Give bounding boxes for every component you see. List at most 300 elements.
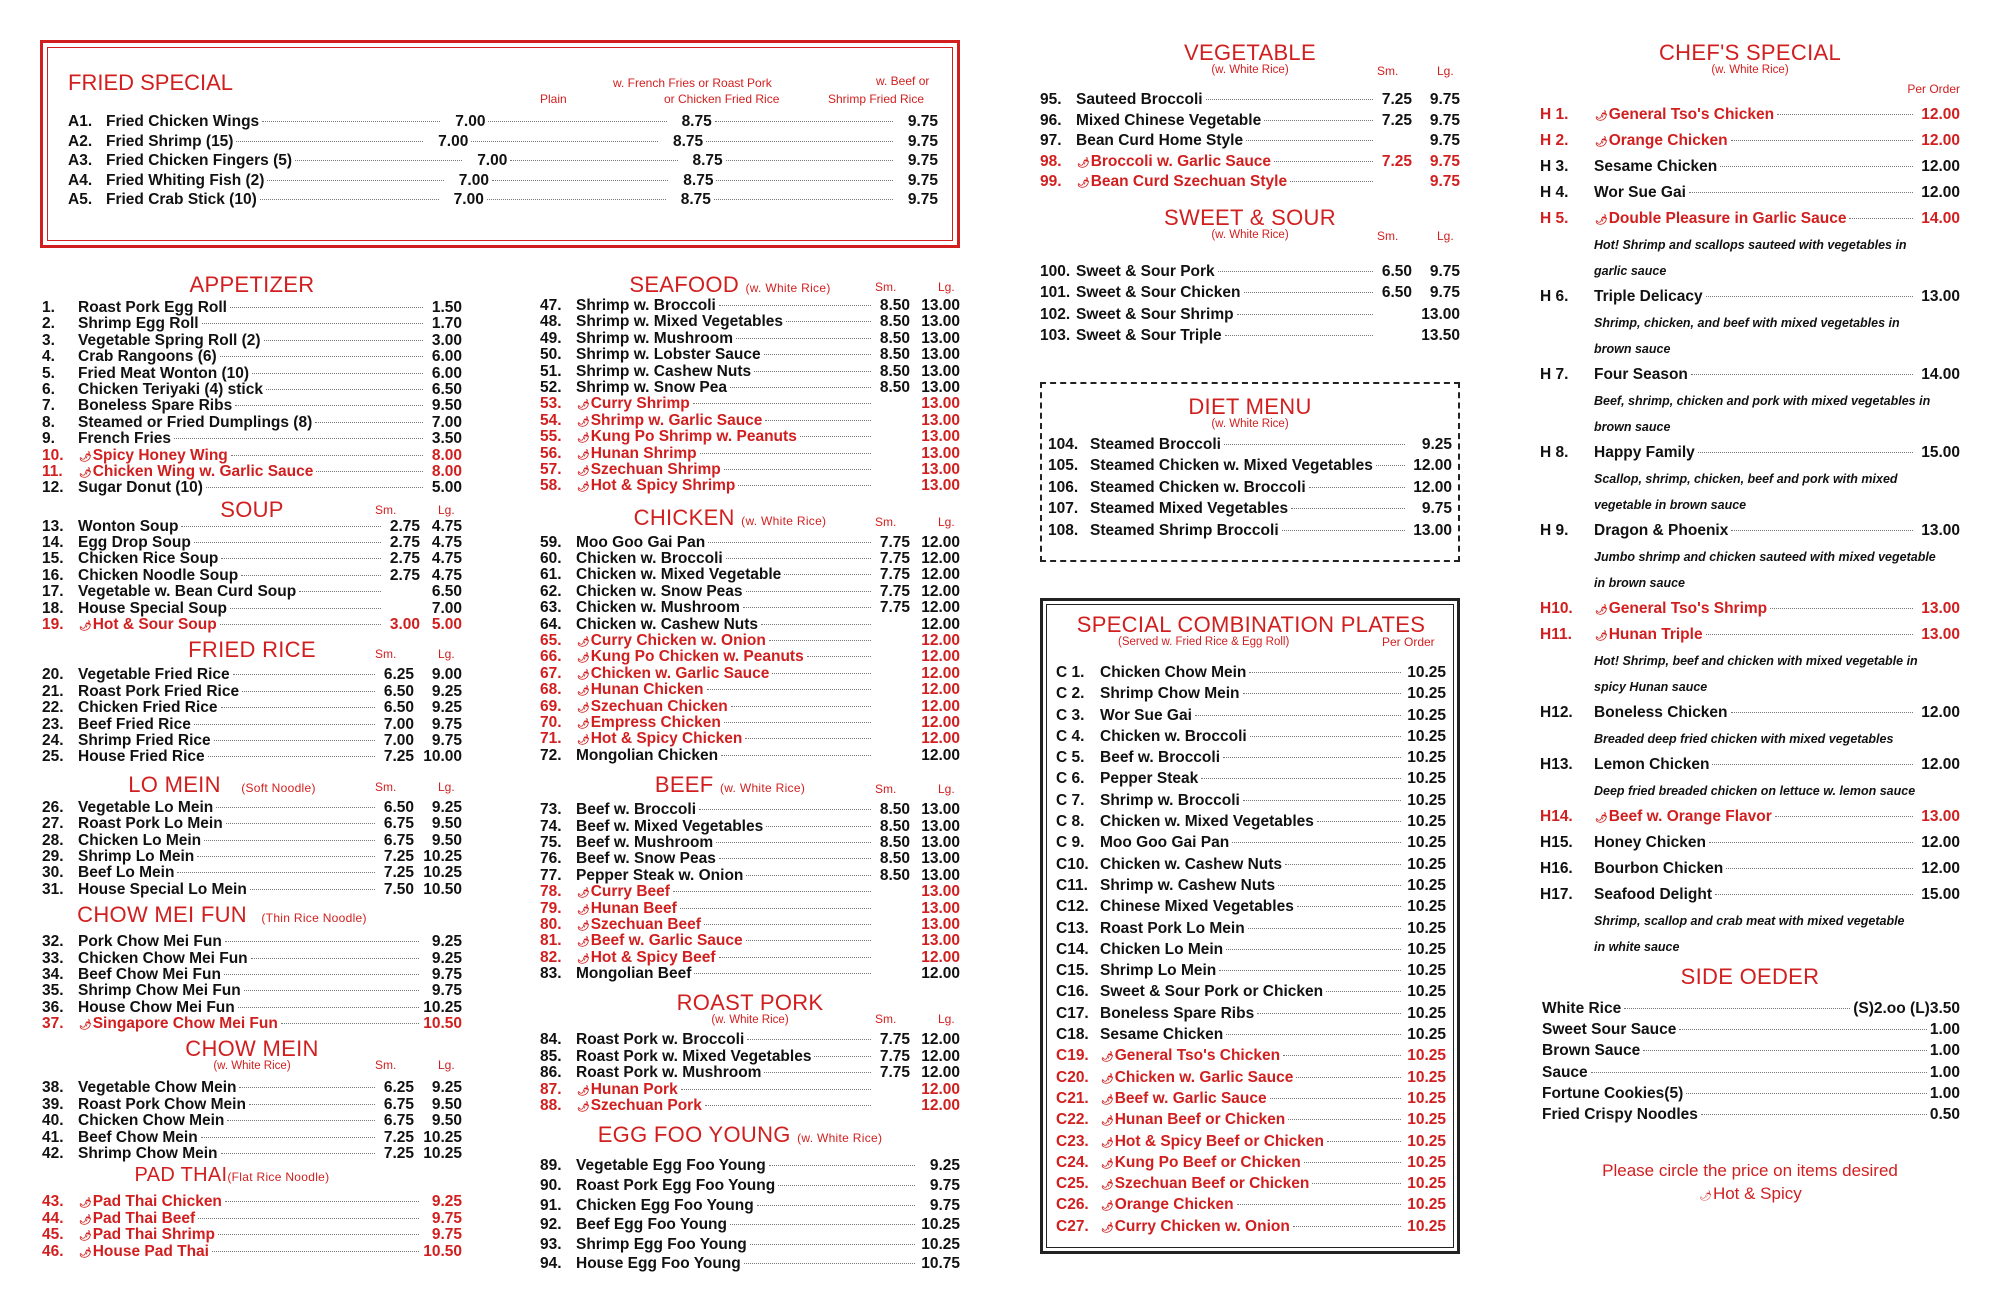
menu-item [1540, 284, 1960, 310]
menu-item [42, 464, 462, 480]
dot-leader [704, 924, 871, 925]
item-number: H 5. [1540, 210, 1569, 227]
item-number: 66. [540, 648, 562, 666]
dot-leader [194, 542, 381, 543]
item-number: H 2. [1540, 132, 1569, 149]
item-number: 68. [540, 681, 562, 699]
chili-icon: 🌶︎ [1101, 1116, 1114, 1128]
item-name: Shrimp Lo Mein [78, 847, 195, 865]
item-number: 90. [540, 1177, 562, 1194]
item-name: Shrimp w. Broccoli [576, 297, 716, 314]
menu-item [42, 865, 462, 881]
item-number: 95. [1040, 91, 1062, 108]
item-name: Chinese Mixed Vegetables [1100, 898, 1294, 916]
dot-leader [1243, 693, 1402, 694]
item-number: C 7. [1056, 791, 1085, 809]
item-number: C20. [1056, 1068, 1089, 1086]
menu-item [1056, 1152, 1446, 1173]
item-number: 41. [42, 1128, 64, 1146]
footer-note [1540, 1159, 1960, 1208]
menu-item [42, 415, 462, 431]
item-price: 8.50 [879, 801, 910, 819]
item-price: 8.50 [879, 833, 910, 851]
sweet-sour-note: (w. White Rice) [1211, 228, 1289, 241]
beef-title-text: BEEF [654, 772, 714, 798]
item-number: 27. [42, 815, 64, 833]
item-name: Beef w. Garlic Sauce [1114, 1089, 1267, 1107]
item-number: 97. [1040, 132, 1062, 150]
item-name: Vegetable Egg Foo Young [576, 1157, 766, 1175]
menu-item [42, 349, 462, 365]
item-number: 31. [42, 880, 64, 898]
item-price: 12.00 [921, 582, 960, 600]
dot-leader [814, 1056, 871, 1057]
menu-item [1056, 1216, 1446, 1237]
item-price: 13.00 [921, 460, 960, 478]
item-name: Shrimp w. Cashew Nuts [576, 362, 752, 380]
soup-title: SOUP [220, 496, 284, 522]
item-number: 29. [42, 847, 64, 865]
item-price: 10.25 [1407, 1026, 1446, 1044]
dot-leader [226, 823, 375, 824]
item-number: C11. [1056, 876, 1088, 894]
menu-item [42, 316, 462, 332]
item-price: 3.50 [431, 430, 462, 448]
chili-icon: 🌶︎ [79, 451, 92, 463]
column-3 [1040, 40, 1460, 347]
item-price: 10.25 [423, 1145, 462, 1163]
menu-item [540, 429, 960, 445]
item-price: 12.00 [921, 632, 960, 650]
item-description [1540, 310, 1960, 362]
seafood-note: (w. White Rice) [745, 281, 831, 295]
item-number: 47. [540, 297, 562, 314]
item-price: 7.75 [879, 599, 910, 617]
item-price: 4.75 [431, 550, 462, 568]
dot-leader [721, 755, 871, 756]
chili-icon: 🌶︎ [79, 467, 92, 479]
menu-item [42, 1000, 462, 1016]
item-price: 13.00 [921, 329, 960, 347]
chili-icon: 🌶︎ [577, 449, 590, 461]
item-name: Beef Chow Mei Fun [78, 965, 221, 983]
item-number: C12. [1056, 898, 1089, 916]
menu-item [540, 567, 960, 583]
item-price: 9.75 [1429, 284, 1460, 302]
dot-leader [227, 1120, 375, 1121]
col-plain: Plain [540, 92, 567, 106]
item-number: 88. [540, 1097, 562, 1115]
dot-leader [197, 856, 375, 857]
item-name: Chicken Chow Mei Fun [78, 949, 248, 967]
item-number: H 7. [1540, 366, 1569, 383]
item-price: 13.00 [921, 378, 960, 396]
item-name: Roast Pork w. Mushroom [576, 1064, 762, 1082]
item-number: 91. [540, 1196, 562, 1214]
dot-leader [778, 1185, 915, 1186]
item-name: Steamed or Fried Dumplings (8) [78, 413, 313, 431]
menu-item [540, 396, 960, 412]
description-line: Scallop, shrimp, chicken, beef and pork with mixed [1594, 472, 1898, 486]
chili-icon: 🌶︎ [577, 735, 590, 747]
item-price: 8.50 [879, 850, 910, 868]
dot-leader [1226, 949, 1401, 950]
dot-leader [1312, 1183, 1401, 1184]
item-number: 11. [42, 462, 63, 480]
dot-leader [724, 469, 871, 470]
chili-icon: 🌶︎ [577, 400, 590, 412]
item-price: 10.25 [1407, 834, 1446, 852]
item-price: 3.00 [389, 616, 420, 634]
item-price: 9.75 [907, 191, 938, 209]
item-price: 10.50 [423, 1015, 462, 1033]
item-price: 9.75 [907, 113, 939, 130]
item-number: 18. [42, 599, 64, 617]
dot-leader [1219, 970, 1401, 971]
item-price: 14.00 [1921, 210, 1960, 227]
dot-leader [1246, 140, 1373, 141]
chow-mei-fun-title-text: CHOW MEI FUN [77, 902, 247, 928]
item-price: 10.25 [1407, 791, 1446, 809]
item-name: Szechuan Pork [590, 1097, 702, 1115]
item-number: 62. [540, 582, 562, 600]
item-price: 10.25 [423, 998, 462, 1016]
dot-leader [1250, 736, 1401, 737]
item-name: Chicken Teriyaki (4) stick [78, 380, 263, 398]
lo-mein-sm: Sm. [375, 779, 397, 794]
dot-leader [1218, 271, 1373, 272]
item-name: Sweet & Sour Triple [1076, 327, 1222, 345]
menu-item [1056, 1045, 1446, 1066]
menu-item [540, 364, 960, 380]
item-name: Boneless Spare Ribs [1100, 1004, 1255, 1022]
chow-mein-note: (w. White Rice) [213, 1060, 291, 1073]
dot-leader [244, 990, 419, 991]
item-name: Steamed Chicken w. Broccoli [1090, 478, 1306, 496]
dot-leader [1278, 885, 1401, 886]
item-price: 12.00 [921, 1080, 960, 1098]
menu-item [540, 731, 960, 747]
menu-item [1056, 768, 1446, 789]
menu-item [42, 535, 462, 551]
dot-leader [238, 1007, 419, 1008]
item-name: Sweet & Sour Pork or Chicken [1100, 983, 1324, 1001]
item-price: 10.25 [1407, 1068, 1446, 1086]
dot-leader [1317, 821, 1401, 822]
item-price: 7.25 [1381, 91, 1412, 108]
item-name: Vegetable Lo Mein [78, 798, 214, 816]
item-price: 12.00 [921, 1047, 960, 1065]
dot-leader [204, 840, 375, 841]
item-number: 63. [540, 599, 562, 617]
dot-leader [719, 305, 871, 306]
item-name: Chicken w. Broccoli [1100, 727, 1247, 745]
menu-item [42, 951, 462, 967]
item-name: Chicken w. Mixed Vegetables [1100, 813, 1314, 831]
item-number: 69. [540, 697, 562, 715]
diet-menu-section [1048, 394, 1452, 541]
item-number: 51. [540, 362, 562, 380]
item-number: 57. [540, 460, 562, 478]
item-name: Mixed Chinese Vegetable [1076, 111, 1262, 129]
dot-leader [1643, 1050, 1927, 1051]
menu-item [1540, 622, 1960, 648]
beef-lg: Lg. [938, 782, 955, 797]
menu-item [1056, 1088, 1446, 1109]
item-price: 8.50 [879, 817, 910, 835]
menu-item [540, 331, 960, 347]
efy-title-text: EGG FOO YOUNG [597, 1122, 791, 1148]
item-name: Mongolian Beef [576, 965, 692, 983]
item-name: Orange Chicken [1608, 132, 1728, 149]
item-name: Fried Chicken Fingers (5) [106, 152, 293, 170]
item-number: 35. [42, 982, 64, 1000]
item-price: 13.00 [1921, 288, 1960, 305]
menu-item [540, 347, 960, 363]
item-number: 2. [42, 315, 55, 333]
menu-item [540, 1049, 960, 1065]
menu-item [1540, 518, 1960, 544]
menu-item [540, 901, 960, 917]
item-number: C23. [1056, 1132, 1089, 1150]
menu-item [540, 884, 960, 900]
menu-item [1542, 1062, 1960, 1083]
item-name: Wonton Soup [78, 517, 179, 535]
item-name: French Fries [78, 430, 172, 448]
dot-leader [208, 756, 375, 757]
menu-item [540, 551, 960, 567]
item-number: C15. [1056, 962, 1089, 980]
item-number: C 3. [1056, 706, 1085, 724]
item-price: 6.50 [1381, 262, 1412, 280]
chili-icon: 🌶︎ [577, 433, 590, 445]
description-line: Shrimp, scallop and crab meat with mixed vegetable [1594, 914, 1905, 928]
item-name: Roast Pork Lo Mein [78, 815, 223, 833]
item-price: 13.00 [1921, 522, 1960, 539]
item-price: 8.75 [683, 171, 714, 189]
dot-leader [1249, 672, 1401, 673]
item-number: 13. [42, 517, 64, 535]
item-price: 8.50 [879, 346, 910, 364]
chili-icon: 🌶︎ [1595, 137, 1608, 148]
item-price: 3.00 [431, 331, 462, 349]
item-name: Wor Sue Gai [1100, 706, 1192, 724]
item-number: 36. [42, 998, 64, 1016]
dot-leader [807, 656, 871, 657]
item-price: 8.75 [681, 113, 712, 130]
chili-icon: 🌶︎ [577, 686, 590, 698]
item-name: Honey Chicken [1594, 834, 1706, 851]
menu-item [1540, 362, 1960, 388]
item-price: 6.75 [383, 831, 414, 849]
dot-leader [1195, 715, 1401, 716]
menu-item [42, 967, 462, 983]
item-price: 9.75 [907, 132, 938, 150]
pad-thai-title [42, 1164, 462, 1187]
col-fries-a: w. French Fries or Roast Pork [613, 76, 772, 90]
item-name: Shrimp Chow Mein [78, 1145, 218, 1163]
menu-item [42, 1113, 462, 1129]
item-price: 9.50 [431, 397, 462, 415]
dot-leader [231, 455, 423, 456]
chili-icon: 🌶︎ [1077, 157, 1090, 169]
item-price: 10.25 [1407, 685, 1446, 703]
item-number: 22. [42, 699, 64, 717]
menu-item [1040, 131, 1460, 152]
item-price: 7.00 [453, 191, 484, 209]
col-fries-b: or Chicken Fried Rice [664, 92, 780, 106]
menu-item [68, 190, 938, 210]
menu-item [540, 1254, 960, 1274]
item-number: 15. [42, 550, 64, 568]
item-number: C26. [1056, 1196, 1089, 1214]
menu-item [42, 816, 462, 832]
lo-mein-lg: Lg. [438, 779, 455, 794]
item-price: 7.75 [879, 582, 910, 600]
item-number: H13. [1540, 756, 1573, 773]
item-description [1540, 388, 1960, 440]
item-price: 9.75 [1429, 132, 1460, 150]
soup-sm: Sm. [375, 502, 397, 517]
item-price: 12.00 [921, 1097, 960, 1115]
item-name: Pepper Steak [1100, 770, 1199, 788]
item-number: 53. [540, 395, 562, 413]
menu-item [1542, 1040, 1960, 1061]
menu-item [1056, 726, 1446, 747]
item-price: 9.25 [431, 949, 462, 967]
item-name: Shrimp Fried Rice [78, 731, 211, 749]
item-name: Double Pleasure in Garlic Sauce [1608, 210, 1847, 227]
menu-item [540, 1176, 960, 1196]
item-price: 10.25 [1407, 983, 1446, 1001]
item-price: 8.75 [692, 152, 723, 170]
menu-item [540, 1032, 960, 1048]
item-price: 10.25 [1407, 706, 1446, 724]
item-price: 7.25 [383, 748, 414, 766]
vegetable-title: VEGETABLE [1184, 40, 1316, 65]
item-number: 108. [1048, 521, 1079, 539]
item-number: 55. [540, 428, 562, 446]
chicken-note: (w. White Rice) [741, 513, 827, 528]
fried-rice-sm: Sm. [375, 647, 397, 662]
menu-item [540, 699, 960, 715]
menu-item [1542, 1104, 1960, 1125]
item-number: 83. [540, 965, 562, 983]
menu-item [68, 132, 938, 152]
menu-item [1040, 152, 1460, 173]
item-name: Beef w. Orange Flavor [1608, 808, 1772, 825]
dot-leader [239, 1087, 375, 1088]
item-number: 103. [1040, 327, 1071, 345]
menu-item [42, 1146, 462, 1162]
item-number: C24. [1056, 1153, 1089, 1171]
item-price: 5.00 [431, 479, 462, 497]
item-price: 10.25 [1407, 813, 1446, 831]
dot-leader [1715, 894, 1913, 895]
item-name: Hot & Sour Soup [92, 616, 217, 634]
item-price: 10.00 [423, 748, 462, 766]
dot-leader [225, 941, 419, 942]
item-number: 87. [540, 1080, 562, 1098]
menu-item [1056, 662, 1446, 683]
dot-leader [221, 1153, 376, 1154]
item-number: 37. [42, 1015, 64, 1033]
menu-item [1540, 180, 1960, 206]
item-number: 61. [540, 566, 562, 584]
menu-item [42, 1080, 462, 1096]
item-number: 67. [540, 664, 562, 682]
item-price: 13.00 [921, 395, 960, 413]
menu-item [1040, 325, 1460, 346]
item-price: 6.25 [383, 666, 414, 684]
item-name: Hunan Triple [1608, 626, 1703, 643]
appetizer-title: APPETIZER [189, 272, 315, 297]
chili-icon: 🌶︎ [1595, 215, 1608, 226]
item-price: 8.00 [431, 462, 462, 480]
menu-item [540, 413, 960, 429]
chicken-title [540, 505, 960, 531]
menu-item [42, 382, 462, 398]
dot-leader [230, 608, 381, 609]
dot-leader [694, 973, 871, 974]
item-price: 12.00 [921, 664, 960, 682]
dot-leader [716, 180, 893, 181]
item-price: 12.00 [921, 697, 960, 715]
dot-leader [224, 974, 419, 975]
menu-item [42, 617, 462, 633]
efy-title [540, 1122, 960, 1148]
description-line: spicy Hunan sauce [1594, 680, 1708, 694]
item-number: 9. [42, 430, 55, 448]
item-name: Chicken Chow Mein [78, 1112, 225, 1130]
item-price: 12.00 [921, 533, 960, 551]
dot-leader [1731, 530, 1913, 531]
menu-item [42, 833, 462, 849]
item-price: 10.50 [423, 880, 462, 898]
menu-item [1056, 918, 1446, 939]
description-line: garlic sauce [1594, 264, 1667, 278]
item-number: 92. [540, 1216, 562, 1234]
dot-leader [746, 940, 871, 941]
menu-item [42, 667, 462, 683]
chili-icon: 🌶︎ [577, 953, 590, 965]
item-price: 7.00 [477, 152, 508, 170]
item-name: Vegetable w. Bean Curd Soup [78, 583, 297, 601]
dot-leader [726, 160, 893, 161]
item-name: Hot & Spicy Beef or Chicken [1114, 1132, 1324, 1150]
fried-rice-lg: Lg. [438, 647, 455, 662]
menu-item [540, 1235, 960, 1255]
item-price: 7.00 [383, 731, 414, 749]
item-price: 10.25 [1407, 919, 1446, 937]
description-line: Breaded deep fried chicken with mixed vegetables [1594, 732, 1894, 746]
item-price: 4.75 [431, 517, 462, 535]
beef-sm: Sm. [875, 782, 897, 797]
item-price: 6.75 [383, 1095, 414, 1113]
item-name: Chicken w. Garlic Sauce [1114, 1068, 1294, 1086]
item-price: 7.75 [879, 1064, 910, 1082]
item-description [1540, 466, 1960, 518]
item-number: 58. [540, 477, 562, 495]
dot-leader [201, 1137, 375, 1138]
combo-note: (Served w. Fried Rice & Egg Roll) [1118, 636, 1290, 648]
menu-item [1048, 477, 1452, 498]
dot-leader [1849, 218, 1913, 219]
item-price: 1.00 [1929, 1021, 1960, 1039]
item-price: 7.75 [879, 533, 910, 551]
dot-leader [1706, 634, 1913, 635]
dot-leader [1720, 166, 1913, 167]
